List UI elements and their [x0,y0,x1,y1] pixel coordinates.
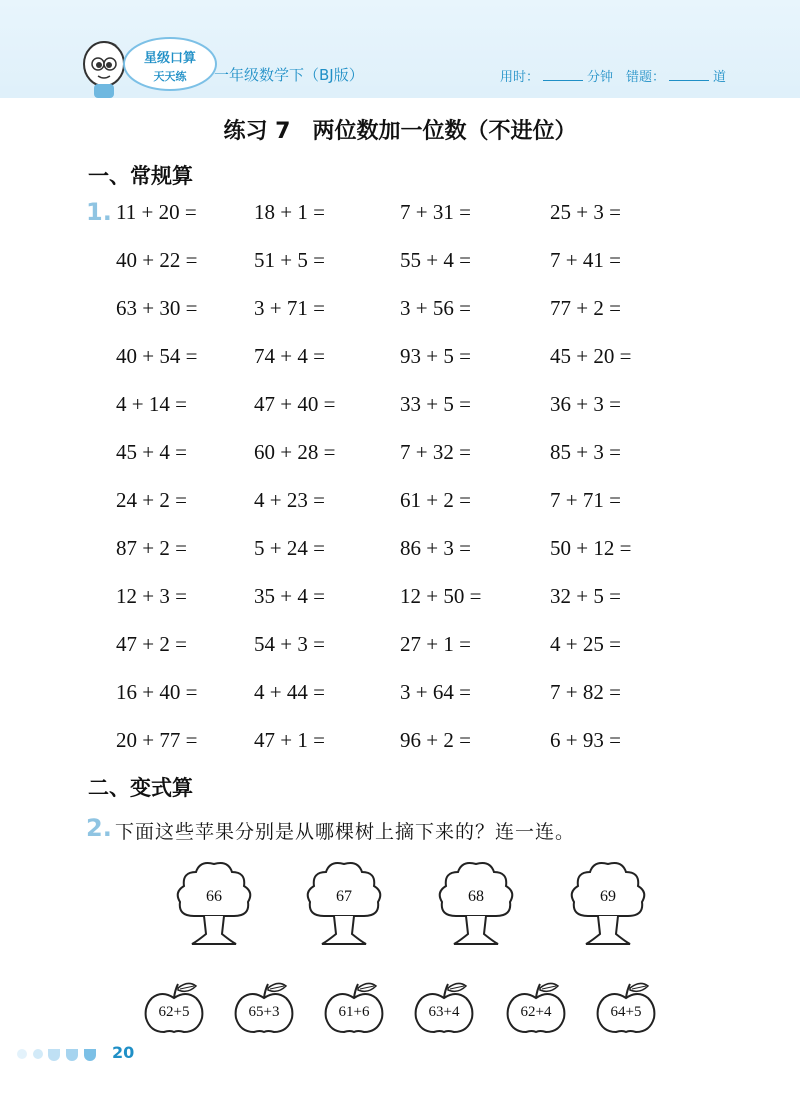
apple[interactable] [504,980,568,1036]
tree-label: 67 [336,888,352,905]
problem-r7-c4[interactable]: 7 + 71 = [550,488,621,512]
problem-r2-c2[interactable]: 51 + 5 = [254,248,325,272]
problem-r12-c3[interactable]: 96 + 2 = [400,728,471,752]
question-number-1: 1. [86,198,112,226]
page-title: 练习 7 两位数加一位数（不进位） [223,119,577,144]
apple[interactable] [412,980,476,1036]
problem-r8-c4[interactable]: 50 + 12 = [550,536,632,560]
problem-r4-c1[interactable]: 40 + 54 = [116,344,198,368]
problem-r8-c2[interactable]: 5 + 24 = [254,536,325,560]
problem-r12-c2[interactable]: 47 + 1 = [254,728,325,752]
tree-label: 66 [206,888,222,905]
problem-r6-c2[interactable]: 60 + 28 = [254,440,336,464]
problem-r10-c3[interactable]: 27 + 1 = [400,632,471,656]
apple-label: 62+4 [520,1004,552,1020]
problem-r9-c2[interactable]: 35 + 4 = [254,584,325,608]
problem-r9-c1[interactable]: 12 + 3 = [116,584,187,608]
apple-label: 64+5 [610,1004,642,1020]
tree-label: 69 [600,888,616,905]
problem-r9-c4[interactable]: 32 + 5 = [550,584,621,608]
problem-r11-c4[interactable]: 7 + 82 = [550,680,621,704]
apple-label: 61+6 [338,1004,370,1020]
problem-r1-c2[interactable]: 18 + 1 = [254,200,325,224]
problem-r10-c1[interactable]: 47 + 2 = [116,632,187,656]
time-blank[interactable] [543,80,583,81]
errors-field [626,66,726,85]
problem-r2-c3[interactable]: 55 + 4 = [400,248,471,272]
problem-r4-c3[interactable]: 93 + 5 = [400,344,471,368]
tree-label: 68 [468,888,484,905]
errors-label: 错题： [626,70,666,85]
problem-r6-c4[interactable]: 85 + 3 = [550,440,621,464]
apple[interactable] [594,980,658,1036]
tree[interactable] [304,858,384,948]
problem-r10-c2[interactable]: 54 + 3 = [254,632,325,656]
problem-r3-c1[interactable]: 63 + 30 = [116,296,198,320]
problem-r9-c3[interactable]: 12 + 50 = [400,584,482,608]
section-heading-2: 二、变式算 [88,776,193,800]
apple[interactable] [322,980,386,1036]
problem-r1-c3[interactable]: 7 + 31 = [400,200,471,224]
problem-r2-c4[interactable]: 7 + 41 = [550,248,621,272]
problem-r11-c2[interactable]: 4 + 44 = [254,680,325,704]
problem-r10-c4[interactable]: 4 + 25 = [550,632,621,656]
time-field [500,66,613,85]
footer-dots [16,1047,106,1061]
problem-r1-c1[interactable]: 11 + 20 = [116,200,197,224]
problem-r2-c1[interactable]: 40 + 22 = [116,248,198,272]
logo-line2: 天天练 [153,70,187,83]
question-number-2: 2. [86,814,112,842]
mascot-icon [78,24,218,104]
problem-r7-c2[interactable]: 4 + 23 = [254,488,325,512]
errors-unit: 道 [713,70,727,85]
problem-r5-c4[interactable]: 36 + 3 = [550,392,621,416]
apple-label: 65+3 [248,1004,280,1020]
apple[interactable] [142,980,206,1036]
problem-r12-c4[interactable]: 6 + 93 = [550,728,621,752]
problem-r6-c1[interactable]: 45 + 4 = [116,440,187,464]
problem-r8-c1[interactable]: 87 + 2 = [116,536,187,560]
question-text-2: 下面这些苹果分别是从哪棵树上摘下来的？连一连。 [115,821,576,843]
apple[interactable] [232,980,296,1036]
problem-r1-c4[interactable]: 25 + 3 = [550,200,621,224]
time-unit: 分钟 [587,70,614,85]
problem-r7-c3[interactable]: 61 + 2 = [400,488,471,512]
problem-r4-c2[interactable]: 74 + 4 = [254,344,325,368]
tree[interactable] [568,858,648,948]
section-heading-1: 一、常规算 [88,164,193,188]
book-title: 一年级数学下（BJ版） [214,66,364,84]
errors-blank[interactable] [669,80,709,81]
problem-r4-c4[interactable]: 45 + 20 = [550,344,632,368]
problem-r3-c4[interactable]: 77 + 2 = [550,296,621,320]
tree[interactable] [174,858,254,948]
problem-r8-c3[interactable]: 86 + 3 = [400,536,471,560]
problem-r5-c1[interactable]: 4 + 14 = [116,392,187,416]
problem-r3-c2[interactable]: 3 + 71 = [254,296,325,320]
mascot-logo [78,24,218,104]
problem-r11-c3[interactable]: 3 + 64 = [400,680,471,704]
problem-r3-c3[interactable]: 3 + 56 = [400,296,471,320]
problem-r7-c1[interactable]: 24 + 2 = [116,488,187,512]
logo-line1: 星级口算 [143,51,197,66]
problem-r6-c3[interactable]: 7 + 32 = [400,440,471,464]
tree[interactable] [436,858,516,948]
problem-r12-c1[interactable]: 20 + 77 = [116,728,198,752]
apple-label: 63+4 [428,1004,460,1020]
problem-r5-c2[interactable]: 47 + 40 = [254,392,336,416]
apple-label: 62+5 [158,1004,190,1020]
page-number: 20 [112,1043,135,1062]
problem-r11-c1[interactable]: 16 + 40 = [116,680,198,704]
time-label: 用时： [500,70,540,85]
problem-r5-c3[interactable]: 33 + 5 = [400,392,471,416]
